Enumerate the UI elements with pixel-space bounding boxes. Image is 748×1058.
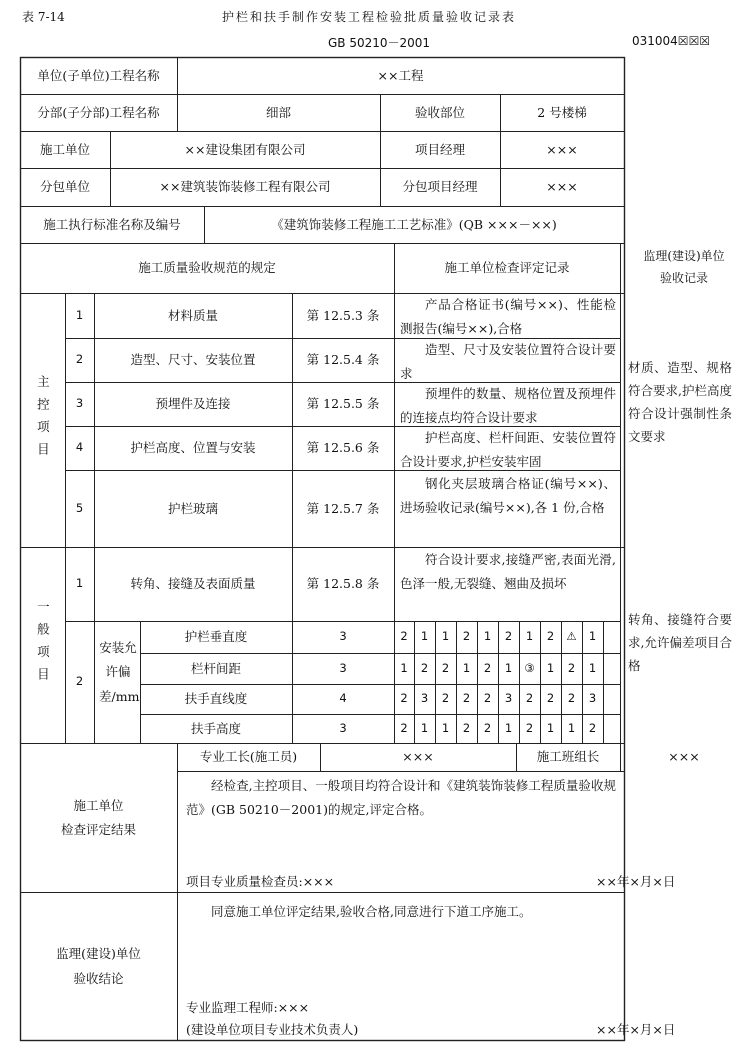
deviation-measured-value: 1 [420,720,429,735]
deviation-item-name: 扶手高度 [190,720,241,736]
deviation-allowed: 3 [339,629,347,644]
construction-result-label-1: 施工单位 [73,797,124,813]
general-label [20,547,65,743]
foreman-value: ××× [402,749,434,765]
deviation-measured-value: 1 [483,629,492,644]
quality-inspector: 项目专业质量检查员:××× [186,874,335,889]
gen-item-record: 符合设计要求,接缝严密,表面光滑,色泽一般,无裂缝、翘曲及损坏 [400,552,616,591]
deviation-allowed: 3 [339,660,347,675]
standard-label: 施工执行标准名称及编号 [43,216,181,232]
deviation-measured-value: 2 [483,691,492,706]
foreman-label: 专业工长(施工员) [199,749,298,765]
supervision-result-label-2: 验收结论 [73,971,124,986]
construction-result-label-2: 检查评定结果 [60,821,136,837]
table-number: 表 7-14 [22,10,65,24]
subcontractor-value: ××建筑装饰装修工程有限公司 [159,179,331,195]
unit-project-value: ××工程 [377,67,424,83]
pm-label: 项目经理 [414,141,465,157]
constructor-value: ××建设集团有限公司 [184,141,306,157]
construction-result-label [20,743,177,892]
mc-item-no: 4 [75,440,84,455]
mc-item-name: 预埋件及连接 [155,396,231,412]
deviation-item-name: 栏杆间距 [190,660,241,676]
supervision-header-line2: 验收记录 [659,271,708,285]
deviation-measured-value: 2 [462,691,471,706]
deviation-measured-value: 2 [483,660,492,675]
deviation-measured-value: 3 [420,691,429,706]
deviation-measured-value: 2 [441,691,450,706]
deviation-measured-value: 1 [546,720,555,735]
deviation-measured-value: 3 [588,691,597,706]
mc-item-clause: 第 12.5.4 条 [306,352,380,368]
deviation-item-name: 护栏垂直度 [184,629,248,645]
deviation-measured-value: 2 [400,629,408,644]
mc-item-record: 钢化夹层玻璃合格证(编号××)、进场验收记录(编号××),各 1 份,合格 [400,476,616,515]
construction-date: ××年×月×日 [596,874,676,889]
deviation-measured-value: 2 [400,691,408,706]
sub-pm-value: ××× [546,179,578,195]
mc-item-name: 护栏高度、位置与安装 [130,440,256,456]
general-label-text: 一般项目 [35,600,51,690]
mc-item-no: 3 [75,396,84,411]
deviation-allowed: 3 [339,720,347,735]
sub-project-label: 分部(子分部)工程名称 [37,104,160,120]
deviation-measured-value: ③ [524,660,535,675]
mc-item-record: 产品合格证书(编号××)、性能检测报告(编号××),合格 [400,297,616,336]
deviation-measured-value: 2 [420,660,429,675]
owner-representative: (建设单位项目专业技术负责人) [186,1022,359,1037]
deviation-measured-value: 1 [441,629,450,644]
standard-value: 《建筑饰装修工程施工工艺标准》(QB ×××－××) [271,216,557,232]
form-code: 031004☒☒☒ [632,34,711,48]
gen-item-clause: 第 12.5.8 条 [306,576,380,592]
mc-item-name: 造型、尺寸、安装位置 [130,352,256,368]
supervision-result-label-1: 监理(建设)单位 [56,946,141,961]
deviation-measured-value: 3 [504,691,513,706]
subcontractor-label: 分包单位 [39,179,90,195]
sub-project-value: 细部 [265,104,291,120]
deviation-item-name: 扶手直线度 [184,691,248,707]
deviation-measured-value: 2 [400,720,408,735]
accept-part-label: 验收部位 [414,104,465,120]
standard-code: GB 50210－2001 [328,36,431,50]
supervising-engineer: 专业监理工程师:××× [186,1000,310,1015]
pm-value: ××× [546,141,578,157]
deviation-measured-value: 1 [567,720,576,735]
allow-deviation-label: 安装允许偏差/mm [99,640,140,704]
construction-result-text: 经检查,主控项目、一般项目均符合设计和《建筑装饰装修工程质量验收规范》(GB 50210－2001)的规定,评定合格。 [186,778,616,817]
deviation-allowed: 4 [339,691,347,706]
supervision-result-text: 同意施工单位评定结果,验收合格,同意进行下道工序施工。 [211,904,532,919]
deviation-measured-value: 1 [504,720,513,735]
team-leader-label: 施工班组长 [536,749,600,765]
mc-item-record: 造型、尺寸及安装位置符合设计要求 [400,342,616,381]
deviation-measured-value: 2 [567,660,576,675]
deviation-measured-value: 2 [546,629,555,644]
deviation-measured-value: 1 [441,720,450,735]
supervision-date: ××年×月×日 [596,1022,676,1037]
deviation-measured-value: 2 [525,691,534,706]
deviation-measured-value: 1 [462,660,471,675]
team-leader-value: ××× [668,749,700,765]
mc-item-clause: 第 12.5.7 条 [306,500,380,516]
mc-item-record: 护栏高度、栏杆间距、安装位置符合设计要求,护栏安装牢固 [400,430,616,469]
mc-item-clause: 第 12.5.3 条 [306,307,380,323]
deviation-measured-value: 1 [400,660,408,675]
mc-item-name: 护栏玻璃 [167,500,218,516]
deviation-measured-value: 2 [462,720,471,735]
deviation-measured-value: 2 [504,629,513,644]
mc-item-name: 材料质量 [167,307,218,323]
gen-item2-no: 2 [75,674,84,689]
deviation-measured-value: 2 [525,720,534,735]
mc-item-no: 1 [75,307,84,322]
deviation-measured-value: 1 [546,660,555,675]
mc-item-clause: 第 12.5.5 条 [306,396,380,412]
gen-item-name: 转角、接缝及表面质量 [130,576,256,592]
main-control-label [20,293,65,547]
mc-item-record: 预埋件的数量、规格位置及预埋件的连接点均符合设计要求 [400,386,616,425]
supervision-header [620,243,748,293]
mc-item-clause: 第 12.5.6 条 [306,440,380,456]
deviation-measured-value: 2 [567,691,576,706]
deviation-measured-value: 2 [462,629,471,644]
spec-header: 施工质量验收规范的规定 [138,260,276,276]
mc-item-no: 5 [75,500,84,515]
supervision-header-line1: 监理(建设)单位 [643,249,725,264]
deviation-measured-value: 1 [588,660,597,675]
main-control-conclusion: 材质、造型、规格符合要求,护栏高度符合设计强制性条文要求 [628,360,732,445]
deviation-measured-value: 1 [504,660,513,675]
deviation-measured-value: 2 [441,660,450,675]
general-conclusion: 转角、接缝符合要求,允许偏差项目合格 [628,612,732,674]
mc-item-no: 2 [75,352,84,367]
deviation-measured-value: 2 [483,720,492,735]
supervision-result-label [20,892,177,1040]
gen-item-no: 1 [75,576,84,591]
constructor-label: 施工单位 [39,141,90,157]
unit-project-label: 单位(子单位)工程名称 [37,67,160,83]
deviation-measured-value: 2 [588,720,597,735]
page-title: 护栏和扶手制作安装工程检验批质量验收记录表 [222,10,517,24]
accept-part-value: 2 号楼梯 [537,104,587,120]
record-header: 施工单位检查评定记录 [444,260,570,276]
deviation-measured-value: 2 [546,691,555,706]
deviation-measured-value: 1 [420,629,429,644]
deviation-measured-value: ⚠ [566,629,577,644]
deviation-measured-value: 1 [525,629,534,644]
sub-pm-label: 分包项目经理 [402,179,478,195]
main-control-label-text: 主控项目 [35,375,51,465]
deviation-measured-value: 1 [588,629,597,644]
